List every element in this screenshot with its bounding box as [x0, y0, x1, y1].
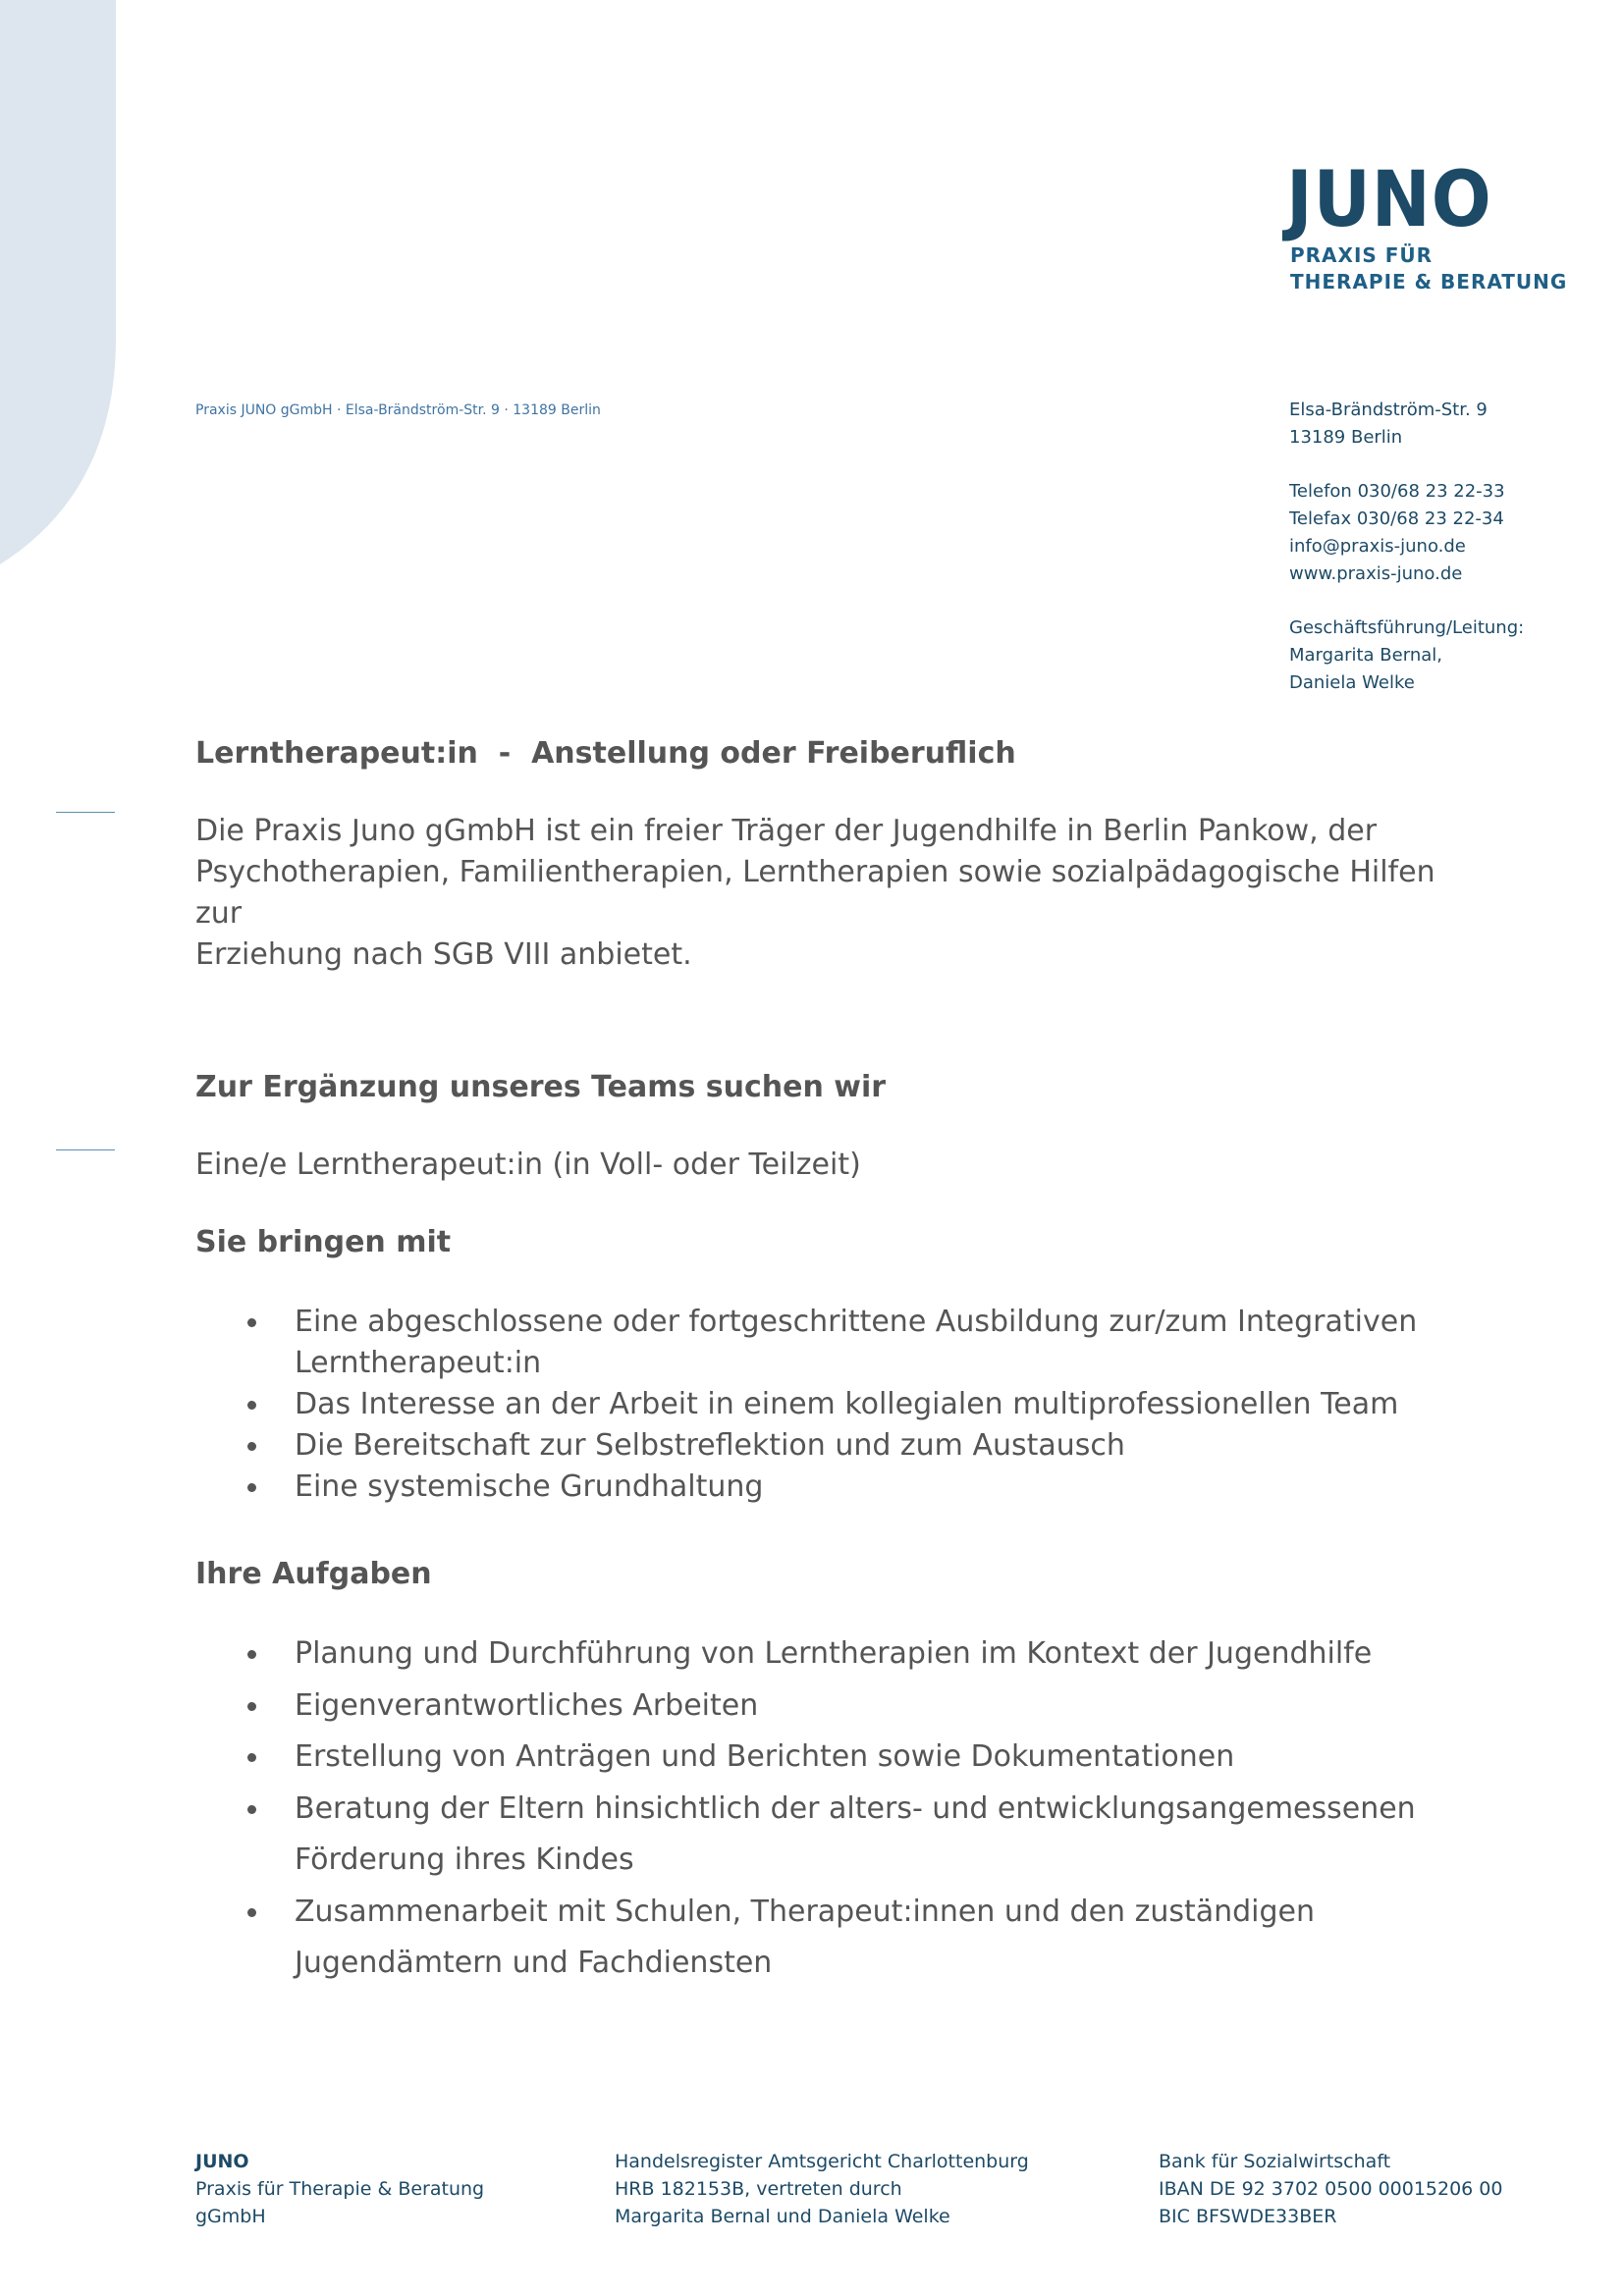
- intro-line-1: Die Praxis Juno gGmbH ist ein freier Träger der Jugendhilfe in Berlin Pankow, der: [195, 814, 1378, 848]
- contact-email[interactable]: info@praxis-juno.de: [1289, 536, 1466, 557]
- list-item-text: Eine abgeschlossene oder fortgeschrittene Ausbildung zur/zum Integrativen: [295, 1305, 1418, 1339]
- fold-mark-top: [56, 812, 115, 813]
- requirements-list: [195, 1302, 1472, 1508]
- bullet-icon: [247, 1908, 256, 1917]
- list-item: [195, 1784, 1472, 1887]
- list-item-text: Eigenverantwortliches Arbeiten: [295, 1687, 759, 1723]
- list-item-text: Beratung der Eltern hinsichtlich der alters- und entwicklungsangemessenen: [295, 1790, 1416, 1826]
- job-posting: [195, 734, 1472, 1990]
- position-line: Eine/e Lerntherapeut:in (in Voll- oder Teilzeit): [195, 1148, 861, 1182]
- management-label: Geschäftsführung/Leitung:: [1289, 617, 1525, 638]
- contact-website[interactable]: www.praxis-juno.de: [1289, 563, 1463, 584]
- bullet-icon: [247, 1702, 256, 1711]
- footer-bank: [1159, 2148, 1503, 2230]
- job-title: Lerntherapeut:in - Anstellung oder Freiberuflich: [195, 736, 1016, 771]
- footer-company-line-3: gGmbH: [195, 2206, 266, 2227]
- bullet-icon: [247, 1318, 256, 1327]
- list-item-text: Das Interesse an der Arbeit in einem kollegialen multiprofessionellen Team: [295, 1387, 1399, 1421]
- intro-line-3: Erziehung nach SGB VIII anbietet.: [195, 937, 692, 972]
- contact-phone: Telefon 030/68 23 22-33: [1289, 481, 1505, 502]
- footer-company-line-2: Praxis für Therapie & Beratung: [195, 2178, 485, 2200]
- list-item-text: Eine systemische Grundhaltung: [295, 1469, 764, 1504]
- tasks-list: [195, 1629, 1472, 1990]
- logo-subtitle-line-1: PRAXIS FÜR: [1290, 243, 1434, 267]
- list-item: [195, 1425, 1472, 1467]
- footer-register-line-2: HRB 182153B, vertreten durch: [615, 2178, 902, 2200]
- list-item-text: Jugendämtern und Fachdiensten: [295, 1946, 773, 1980]
- list-item-text: Förderung ihres Kindes: [295, 1842, 634, 1877]
- intro-paragraph: [195, 811, 1472, 976]
- team-heading: Zur Ergänzung unseres Teams suchen wir: [195, 1070, 887, 1104]
- tasks-heading: Ihre Aufgaben: [195, 1557, 432, 1591]
- footer-register-line-1: Handelsregister Amtsgericht Charlottenburg: [615, 2151, 1029, 2172]
- requirements-heading: Sie bringen mit: [195, 1225, 452, 1259]
- list-item: [195, 1384, 1472, 1425]
- contact-fax: Telefax 030/68 23 22-34: [1289, 508, 1504, 529]
- footer-register: [615, 2148, 1029, 2230]
- footer-register-line-3: Margarita Bernal und Daniela Welke: [615, 2206, 950, 2227]
- bullet-icon: [247, 1483, 256, 1492]
- footer-bank-line-1: Bank für Sozialwirtschaft: [1159, 2151, 1391, 2172]
- contact-street: Elsa-Brändström-Str. 9: [1289, 400, 1488, 420]
- corner-decoration: [0, 0, 128, 589]
- logo-wordmark: JUNO: [1286, 156, 1492, 244]
- contact-city: 13189 Berlin: [1289, 427, 1403, 448]
- list-item: [195, 1467, 1472, 1508]
- list-item: [195, 1629, 1472, 1681]
- list-item-text: Planung und Durchführung von Lerntherapien im Kontext der Jugendhilfe: [295, 1636, 1373, 1671]
- list-item: [195, 1887, 1472, 1990]
- list-item: [195, 1732, 1472, 1784]
- sender-address-line: Praxis JUNO gGmbH · Elsa-Brändström-Str. 9 · 13189 Berlin: [195, 402, 601, 418]
- juno-logo: [1286, 156, 1568, 295]
- management-name-2: Daniela Welke: [1289, 672, 1415, 693]
- contact-block: [1289, 397, 1524, 697]
- bullet-icon: [247, 1401, 256, 1410]
- list-item-text: Lerntherapeut:in: [295, 1346, 542, 1380]
- list-item-text: Zusammenarbeit mit Schulen, Therapeut:innen und den zuständigen: [295, 1894, 1316, 1929]
- bullet-icon: [247, 1442, 256, 1451]
- list-item-text: Die Bereitschaft zur Selbstreflektion und zum Austausch: [295, 1428, 1125, 1463]
- fold-mark-middle: [56, 1149, 115, 1150]
- logo-subtitle: [1290, 242, 1567, 295]
- footer-company: [195, 2148, 484, 2230]
- intro-line-2: Psychotherapien, Familientherapien, Lerntherapien sowie sozialpädagogische Hilfen zur: [195, 855, 1435, 931]
- bullet-icon: [247, 1805, 256, 1814]
- bullet-icon: [247, 1753, 256, 1762]
- management-name-1: Margarita Bernal,: [1289, 645, 1442, 666]
- bullet-icon: [247, 1650, 256, 1659]
- logo-subtitle-line-2: THERAPIE & BERATUNG: [1290, 270, 1568, 294]
- list-item: [195, 1681, 1472, 1733]
- list-item-text: Erstellung von Anträgen und Berichten sowie Dokumentationen: [295, 1739, 1235, 1774]
- footer-bank-line-2: IBAN DE 92 3702 0500 00015206 00: [1159, 2178, 1503, 2200]
- footer-bank-line-3: BIC BFSWDE33BER: [1159, 2206, 1337, 2227]
- list-item: [195, 1302, 1472, 1384]
- footer-company-name: JUNO: [195, 2151, 249, 2172]
